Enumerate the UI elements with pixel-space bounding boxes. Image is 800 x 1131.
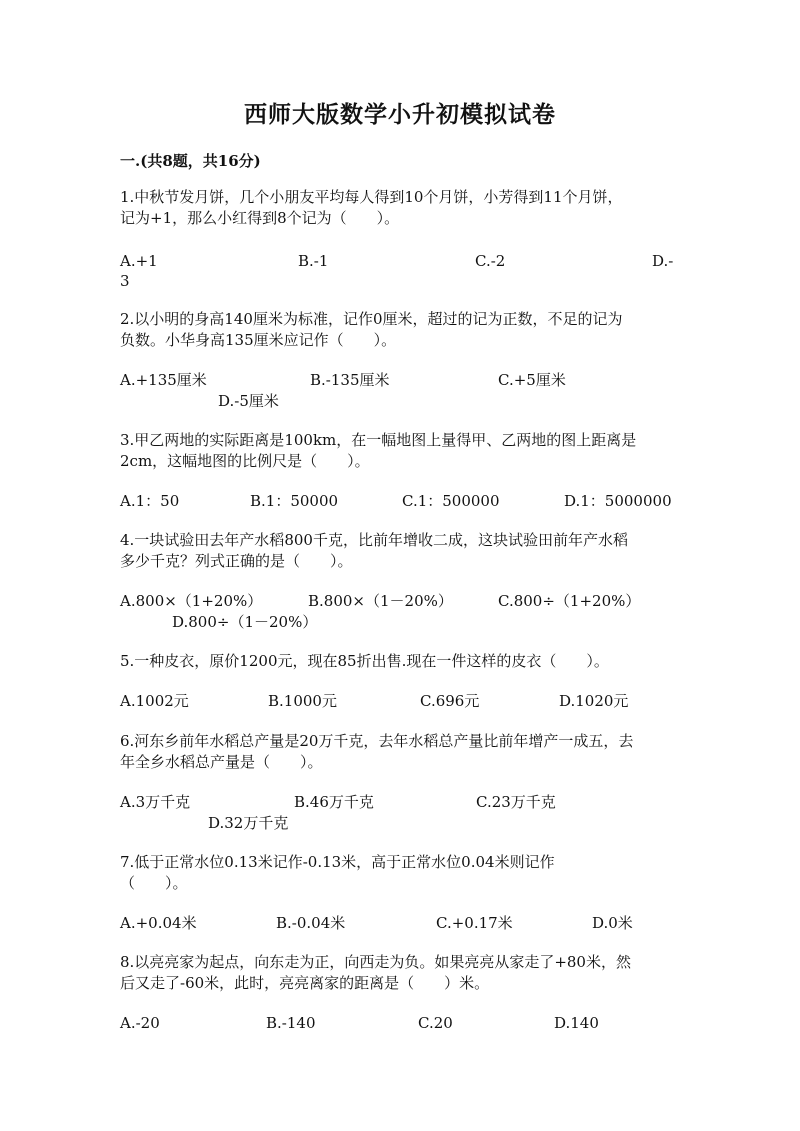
section-heading: 一.(共8题，共16分) — [120, 152, 261, 170]
question-5 — [120, 651, 680, 672]
question-5-line-1: 5.一种皮衣，原价1200元，现在85折出售.现在一件这样的皮衣（ ）。 — [120, 652, 609, 670]
question-1 — [120, 187, 680, 229]
option-a[interactable]: A.+135厘米 — [120, 371, 207, 389]
question-2-line-1: 2.以小明的身高140厘米为标准，记作0厘米，超过的记为正数，不足的记为 — [120, 310, 623, 328]
question-1-options — [0, 251, 800, 295]
option-b[interactable]: B.-0.04米 — [276, 914, 346, 932]
question-7-line-2: （ ）。 — [120, 874, 188, 892]
question-3-line-1: 3.甲乙两地的实际距离是100km，在一幅地图上量得甲、乙两地的图上距离是 — [120, 431, 637, 449]
option-b[interactable]: B.-140 — [266, 1014, 316, 1032]
question-4-options — [0, 591, 800, 635]
option-b[interactable]: B.1：50000 — [250, 492, 339, 510]
page-title: 西师大版数学小升初模拟试卷 — [244, 101, 556, 128]
question-3-line-2: 2cm，这幅地图的比例尺是（ ）。 — [120, 452, 370, 470]
option-d-continuation: 3 — [120, 272, 130, 290]
option-a[interactable]: A.+1 — [120, 252, 158, 270]
option-d[interactable]: D.1020元 — [559, 692, 629, 710]
question-4-line-2: 多少千克？列式正确的是（ ）。 — [120, 552, 353, 570]
option-c[interactable]: C.696元 — [420, 692, 480, 710]
question-4 — [120, 530, 680, 572]
option-d[interactable]: D.32万千克 — [208, 814, 289, 832]
option-c[interactable]: C.+0.17米 — [436, 914, 513, 932]
option-c[interactable]: C.-2 — [475, 252, 506, 270]
option-d[interactable]: D.1：5000000 — [564, 492, 672, 510]
option-b[interactable]: B.-135厘米 — [310, 371, 390, 389]
option-c[interactable]: C.800÷（1+20%） — [498, 592, 641, 610]
question-3-options — [0, 491, 800, 535]
question-4-line-1: 4.一块试验田去年产水稻800千克，比前年增收二成，这块试验田前年产水稻 — [120, 531, 628, 549]
option-d[interactable]: D.140 — [554, 1014, 599, 1032]
question-8-line-2: 后又走了-60米，此时，亮亮离家的距离是（ ）米。 — [120, 974, 490, 992]
option-b[interactable]: B.800×（1－20%） — [308, 592, 453, 610]
question-8-options — [0, 1013, 800, 1057]
question-6 — [120, 731, 680, 773]
option-a[interactable]: A.800×（1+20%） — [120, 592, 263, 610]
question-2-line-2: 负数。小华身高135厘米应记作（ ）。 — [120, 331, 397, 349]
option-a[interactable]: A.3万千克 — [120, 793, 191, 811]
option-b[interactable]: B.46万千克 — [294, 793, 374, 811]
option-b[interactable]: B.1000元 — [268, 692, 337, 710]
option-d[interactable]: D.- — [652, 252, 674, 270]
option-b[interactable]: B.-1 — [298, 252, 329, 270]
question-1-line-1: 1.中秋节发月饼，几个小朋友平均每人得到10个月饼，小芳得到11个月饼， — [120, 188, 623, 206]
question-8-line-1: 8.以亮亮家为起点，向东走为正，向西走为负。如果亮亮从家走了+80米，然 — [120, 953, 631, 971]
option-c[interactable]: C.1：500000 — [402, 492, 500, 510]
question-5-options — [0, 691, 800, 735]
option-c[interactable]: C.23万千克 — [476, 793, 556, 811]
option-a[interactable]: A.-20 — [120, 1014, 160, 1032]
option-c[interactable]: C.20 — [418, 1014, 453, 1032]
question-2-options — [0, 370, 800, 414]
question-6-line-2: 年全乡水稻总产量是（ ）。 — [120, 753, 323, 771]
question-8 — [120, 952, 680, 994]
question-7-line-1: 7.低于正常水位0.13米记作-0.13米，高于正常水位0.04米则记作 — [120, 853, 555, 871]
question-6-options — [0, 792, 800, 836]
option-a[interactable]: A.1：50 — [120, 492, 180, 510]
option-a[interactable]: A.+0.04米 — [120, 914, 197, 932]
question-3 — [120, 430, 680, 472]
question-6-line-1: 6.河东乡前年水稻总产量是20万千克，去年水稻总产量比前年增产一成五，去 — [120, 732, 634, 750]
question-7-options — [0, 913, 800, 957]
option-c[interactable]: C.+5厘米 — [498, 371, 566, 389]
question-2 — [120, 309, 680, 351]
option-d[interactable]: D.0米 — [592, 914, 633, 932]
option-d[interactable]: D.800÷（1－20%） — [172, 613, 318, 631]
question-1-line-2: 记为+1，那么小红得到8个记为（ ）。 — [120, 209, 400, 227]
option-a[interactable]: A.1002元 — [120, 692, 189, 710]
option-d[interactable]: D.-5厘米 — [218, 392, 279, 410]
question-7 — [120, 852, 680, 894]
